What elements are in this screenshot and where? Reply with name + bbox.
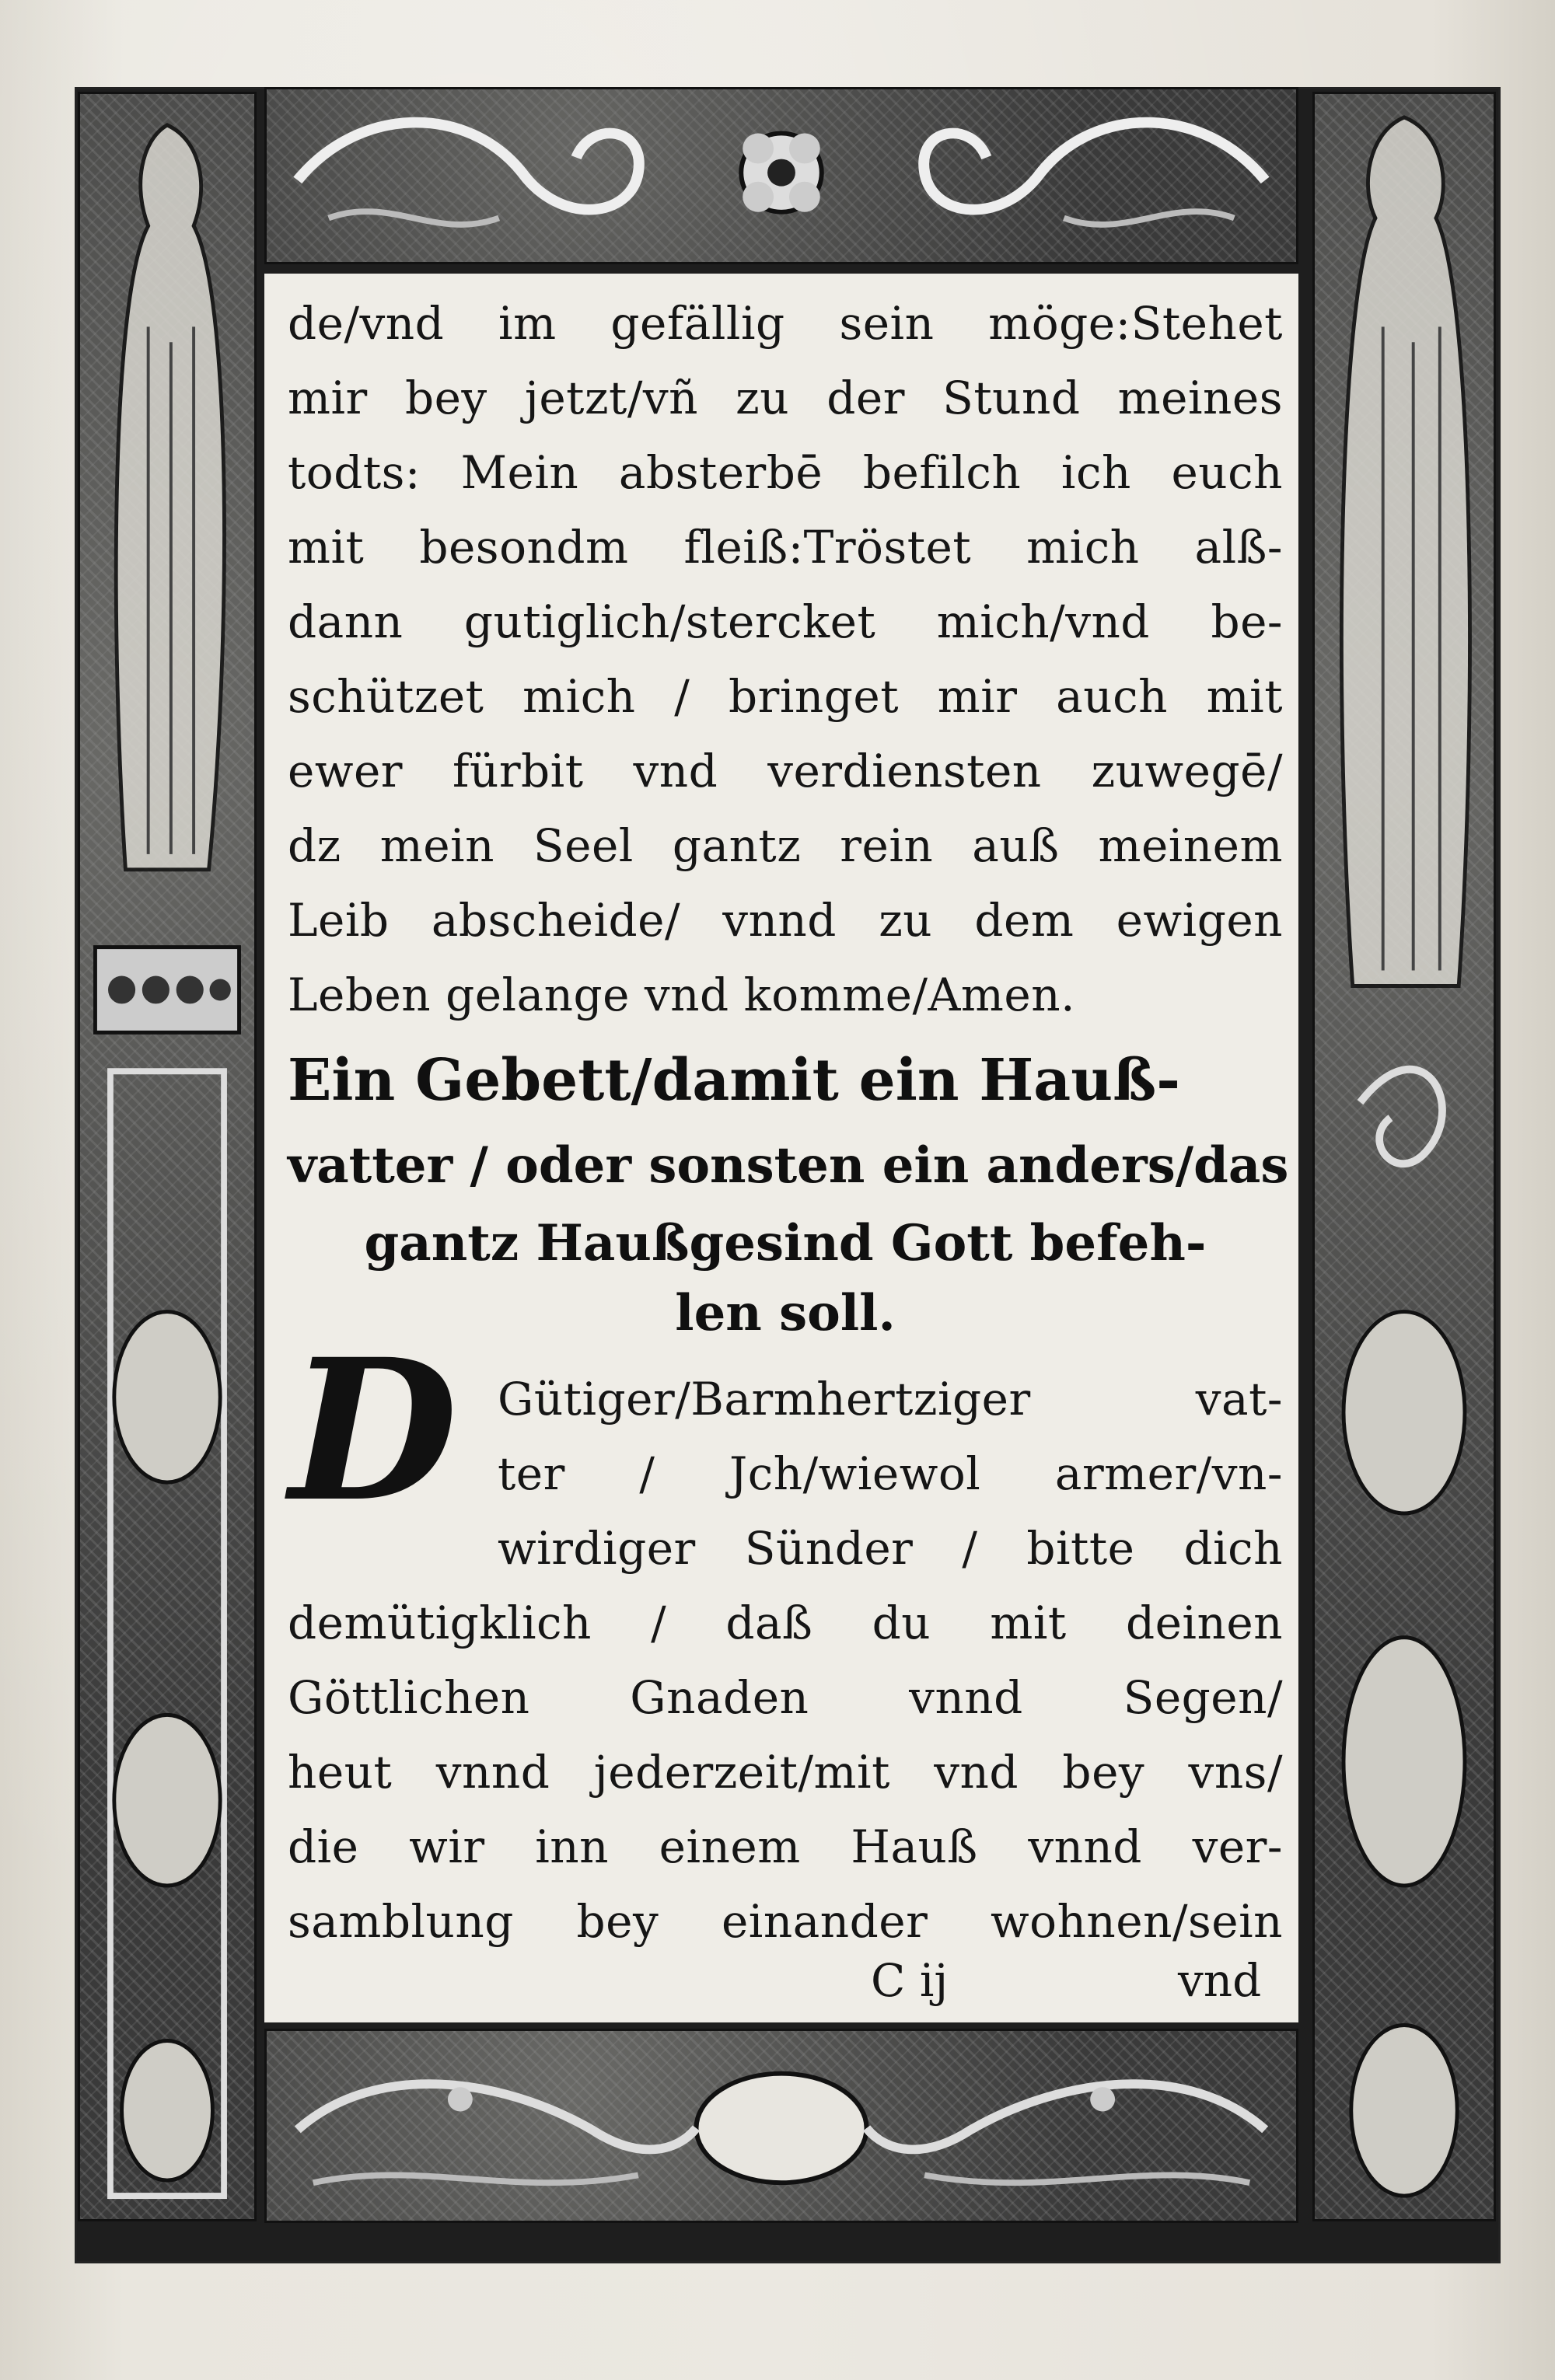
top-ornament-panel bbox=[264, 87, 1298, 264]
signature-mark: C ij bbox=[871, 1954, 949, 2007]
body-line-10: Leben gelange vnd komme/Amen. bbox=[288, 968, 1076, 1021]
catchword: vnd bbox=[1178, 1954, 1262, 2007]
bottom-ornament-panel bbox=[264, 2029, 1298, 2223]
body-line-3: todts: Mein absterbē befilch ich euch bbox=[288, 446, 1283, 499]
prayer-line-7: die wir inn einem Hauß vnnd ver- bbox=[288, 1820, 1283, 1873]
body-line-5: dann gutiglich/stercket mich/vnd be- bbox=[288, 595, 1283, 648]
body-line-4: mit besondm fleiß:Tröstet mich alß- bbox=[288, 521, 1283, 574]
figure-and-fruit-icon bbox=[1315, 94, 1494, 2219]
body-line-2: mir bey jetzt/vñ zu der Stund meines bbox=[288, 372, 1283, 424]
drop-cap-initial: D bbox=[289, 1316, 458, 1544]
body-line-7: ewer fürbit vnd verdiensten zuwegē/ bbox=[288, 745, 1283, 797]
prayer-line-5: Göttlichen Gnaden vnnd Segen/ bbox=[288, 1671, 1283, 1724]
prayer-line-2: ter / Jch/wiewol armer/vn- bbox=[498, 1447, 1283, 1500]
figure-and-column-icon bbox=[80, 94, 254, 2219]
body-line-9: Leib abscheide/ vnnd zu dem ewigen bbox=[288, 894, 1283, 947]
body-line-6: schützet mich / bringet mir auch mit bbox=[288, 670, 1283, 723]
heading-line-3: gantz Haußgesind Gott befeh- bbox=[364, 1214, 1207, 1272]
prayer-line-8: samblung bey einander wohnen/sein bbox=[288, 1895, 1283, 1948]
heading-line-2: vatter / oder sonsten ein anders/das bbox=[288, 1136, 1289, 1195]
scroll-ornament-icon bbox=[267, 89, 1296, 262]
prayer-line-6: heut vnnd jederzeit/mit vnd bey vns/ bbox=[288, 1746, 1283, 1799]
body-line-1: de/vnd im gefällig sein möge:Stehet bbox=[288, 297, 1283, 350]
body-line-8: dz mein Seel gantz rein auß meinem bbox=[288, 819, 1283, 872]
heading-line-1: Ein Gebett/damit ein Hauß- bbox=[288, 1047, 1180, 1114]
left-border-panel bbox=[78, 92, 257, 2221]
prayer-line-3: wirdiger Sünder / bitte dich bbox=[498, 1522, 1283, 1575]
foliage-ornament-icon bbox=[267, 2031, 1296, 2221]
prayer-line-4: demütigklich / daß du mit deinen bbox=[288, 1597, 1283, 1649]
prayer-line-1: Gütiger/Barmhertziger vat- bbox=[498, 1373, 1283, 1426]
right-border-panel bbox=[1312, 92, 1496, 2221]
heading-line-4: len soll. bbox=[675, 1284, 896, 1342]
